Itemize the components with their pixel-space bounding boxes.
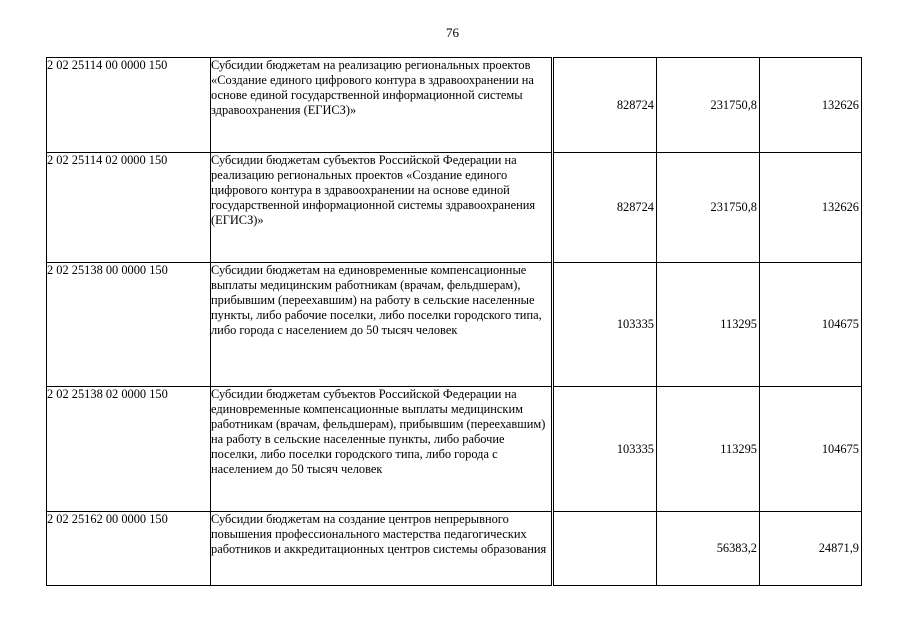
description-cell: Субсидии бюджетам на создание центров непрерывного повышения профессионального мастерства педагогических работников и аккредитационных центров системы образования bbox=[211, 512, 553, 586]
value-cell-1: 103335 bbox=[553, 387, 657, 512]
value-cell-1 bbox=[553, 512, 657, 586]
budget-code-cell: 2 02 25162 00 0000 150 bbox=[47, 512, 211, 586]
page-number: 76 bbox=[446, 25, 459, 40]
description-cell: Субсидии бюджетам на единовременные компенсационные выплаты медицинским работникам (врачам, фельдшерам), прибывшим (переехавшим) на работу в сельские населенные пункты, либо рабочие поселки, либо поселки городского типа, либо города с населением до 50 тысяч человек bbox=[211, 263, 553, 387]
value-cell-1: 828724 bbox=[553, 153, 657, 263]
value-cell-2: 231750,8 bbox=[657, 58, 760, 153]
value-cell-2: 113295 bbox=[657, 387, 760, 512]
budget-revenue-table bbox=[46, 57, 862, 586]
value-cell-2: 231750,8 bbox=[657, 153, 760, 263]
value-cell-2: 113295 bbox=[657, 263, 760, 387]
budget-code-cell: 2 02 25138 02 0000 150 bbox=[47, 387, 211, 512]
value-cell-3: 104675 bbox=[760, 263, 862, 387]
value-cell-3: 132626 bbox=[760, 58, 862, 153]
table-row bbox=[47, 263, 862, 387]
value-cell-1: 103335 bbox=[553, 263, 657, 387]
description-cell: Субсидии бюджетам на реализацию региональных проектов «Создание единого цифрового контура в здравоохранении на основе единой государственной информационной системы здравоохранения (ЕГИСЗ)» bbox=[211, 58, 553, 153]
value-cell-1: 828724 bbox=[553, 58, 657, 153]
table-row bbox=[47, 512, 862, 586]
budget-code-cell: 2 02 25114 00 0000 150 bbox=[47, 58, 211, 153]
value-cell-3: 132626 bbox=[760, 153, 862, 263]
budget-code-cell: 2 02 25138 00 0000 150 bbox=[47, 263, 211, 387]
description-cell: Субсидии бюджетам субъектов Российской Федерации на реализацию региональных проектов «Создание единого цифрового контура в здравоохранении на основе единой государственной информационной системы здравоохранения (ЕГИСЗ)» bbox=[211, 153, 553, 263]
table-row bbox=[47, 153, 862, 263]
table-row bbox=[47, 58, 862, 153]
value-cell-3: 104675 bbox=[760, 387, 862, 512]
budget-code-cell: 2 02 25114 02 0000 150 bbox=[47, 153, 211, 263]
value-cell-2: 56383,2 bbox=[657, 512, 760, 586]
value-cell-3: 24871,9 bbox=[760, 512, 862, 586]
table-row bbox=[47, 387, 862, 512]
description-cell: Субсидии бюджетам субъектов Российской Федерации на единовременные компенсационные выплаты медицинским работникам (врачам, фельдшерам), прибывшим (переехавшим) на работу в сельские населенные пункты, либо рабочие поселки, либо поселки городского типа, либо города с населением до 50 тысяч человек bbox=[211, 387, 553, 512]
